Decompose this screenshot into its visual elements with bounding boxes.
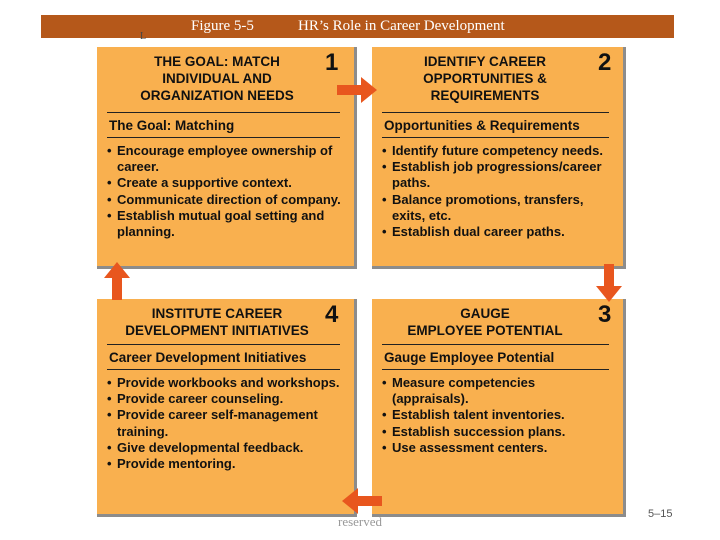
list-item: • Establish mutual goal setting and planning.	[107, 208, 346, 240]
box-2-top-rule	[382, 112, 609, 113]
list-item: • Provide mentoring.	[107, 456, 346, 472]
box-4-items	[107, 375, 346, 472]
box-3-subhead: Gauge Employee Potential	[384, 350, 555, 365]
box-2-sub-rule	[382, 137, 609, 138]
box-3-title: GAUGE EMPLOYEE POTENTIAL	[407, 306, 563, 338]
list-item: • Communicate direction of company.	[107, 192, 346, 208]
box-identify-opportunities	[372, 47, 626, 269]
list-item: • Create a supportive context.	[107, 175, 346, 191]
box-2-number: 2	[598, 49, 612, 76]
box-goal-matching	[97, 47, 357, 269]
box-3-number: 3	[598, 301, 612, 328]
figure-label: Figure 5-5	[191, 18, 254, 34]
list-item: • Encourage employee ownership of career.	[107, 143, 346, 175]
box-4-number: 4	[325, 301, 339, 328]
box-3-sub-rule	[382, 369, 609, 370]
page-number: 5–15	[648, 508, 673, 520]
list-item: • Give developmental feedback.	[107, 440, 346, 456]
box-1-sub-rule	[107, 137, 340, 138]
box-2-items	[382, 143, 615, 240]
box-1-title: THE GOAL: MATCH INDIVIDUAL AND ORGANIZATION NEEDS	[140, 54, 294, 103]
list-item: • Identify future competency needs.	[382, 143, 615, 159]
list-item: • Balance promotions, transfers, exits, etc.	[382, 192, 615, 224]
box-1-items	[107, 143, 346, 240]
box-1-number: 1	[325, 49, 339, 76]
box-3-items	[382, 375, 615, 456]
box-1-subhead: The Goal: Matching	[109, 118, 235, 133]
box-1-top-rule	[107, 112, 340, 113]
list-item: • Measure competencies (appraisals).	[382, 375, 615, 407]
bottom-fragment-text: reserved	[338, 514, 383, 529]
box-4-title: INSTITUTE CAREER DEVELOPMENT INITIATIVES	[125, 306, 309, 338]
box-2-subhead: Opportunities & Requirements	[384, 118, 580, 133]
box-2-title: IDENTIFY CAREER OPPORTUNITIES & REQUIREMENTS	[423, 54, 547, 103]
list-item: • Provide workbooks and workshops.	[107, 375, 346, 391]
arrow-up-icon	[104, 262, 130, 300]
list-item: • Provide career counseling.	[107, 391, 346, 407]
box-gauge-potential	[372, 299, 626, 517]
top-fragment-mark: L	[140, 31, 147, 42]
list-item: • Establish succession plans.	[382, 424, 615, 440]
list-item: • Establish talent inventories.	[382, 407, 615, 423]
list-item: • Establish job progressions/career paths.	[382, 159, 615, 191]
arrow-left-icon	[342, 488, 382, 514]
box-4-top-rule	[107, 344, 340, 345]
arrow-right-icon	[337, 77, 377, 103]
list-item: • Provide career self-management training.	[107, 407, 346, 439]
figure-title: HR’s Role in Career Development	[298, 18, 505, 34]
list-item: • Use assessment centers.	[382, 440, 615, 456]
arrow-down-icon	[596, 264, 622, 302]
list-item: • Establish dual career paths.	[382, 224, 615, 240]
box-career-initiatives	[97, 299, 357, 517]
box-4-subhead: Career Development Initiatives	[109, 350, 307, 365]
box-4-sub-rule	[107, 369, 340, 370]
box-3-top-rule	[382, 344, 609, 345]
